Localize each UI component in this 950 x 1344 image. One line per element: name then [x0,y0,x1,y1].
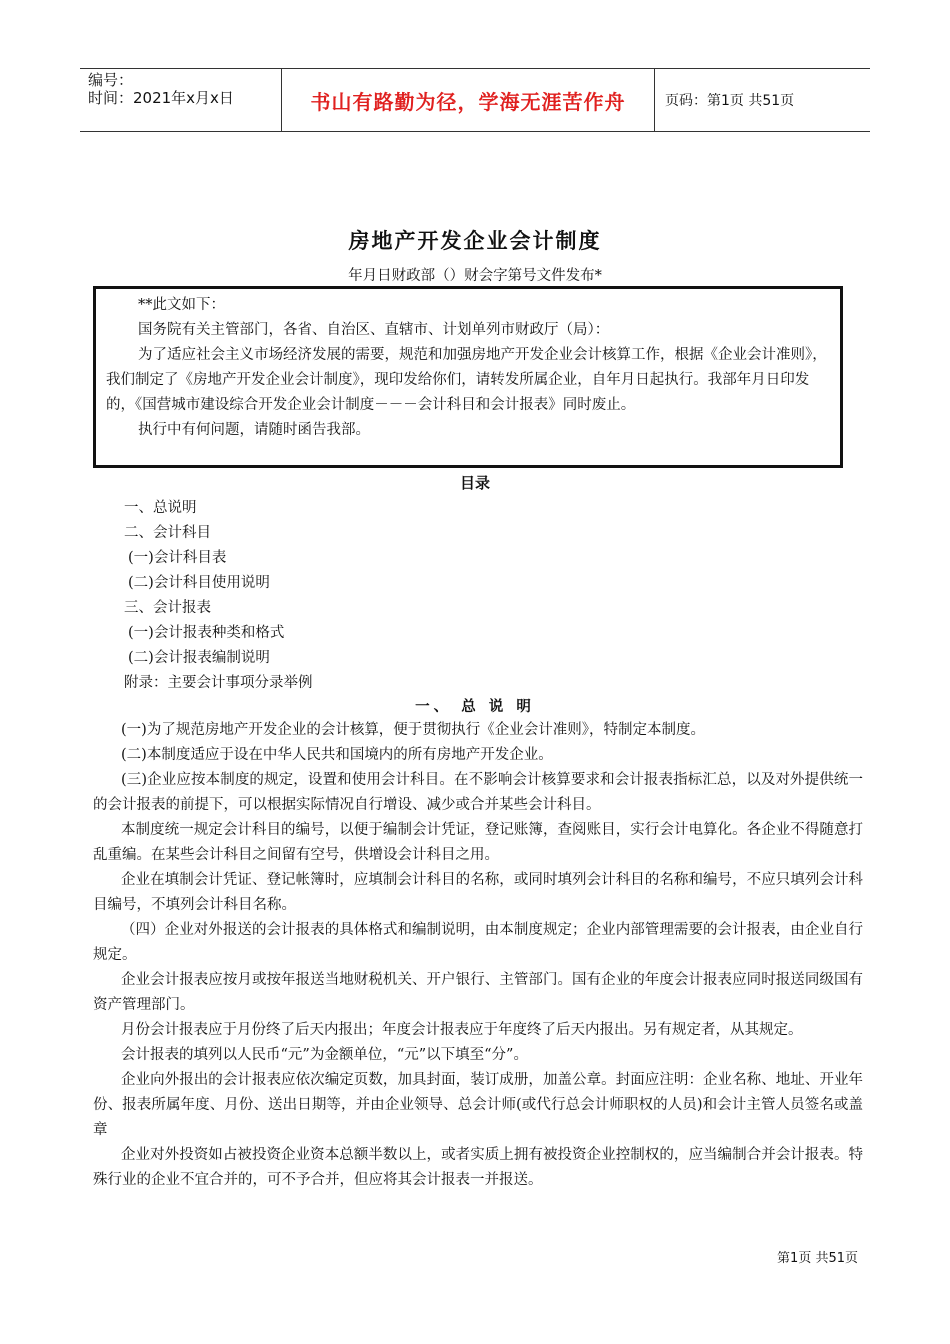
toc-item: (二)会计报表编制说明 [128,650,270,666]
body-paragraph: (三)企业应按本制度的规定，设置和使用会计科目。在不影响会计核算要求和会计报表指标汇总，以及对外提供统一的会计报表的前提下，可以根据实际情况自行增设、减少或合并某些会计科目。 [93,772,863,813]
header-page-label: 页码：第1页 共51页 [665,93,795,109]
notice-line: **此文如下： [138,297,225,313]
notice-line: 执行中有何问题，请随时函告我部。 [138,422,370,438]
page-footer: 第1页 共51页 [777,1251,858,1266]
toc-item: 二、会计科目 [124,525,211,541]
toc-item: 一、总说明 [124,500,197,516]
body-paragraph: 企业对外投资如占被投资企业资本总额半数以上，或者实质上拥有被投资企业控制权的，应当编制合并会计报表。特殊行业的企业不宜合并的，可不予合并，但应将其会计报表一并报送。 [93,1147,863,1188]
date-label: 时间：2021年x月x日 [88,89,234,107]
toc-item: (二)会计科目使用说明 [128,575,270,591]
body-paragraph: 月份会计报表应于月份终了后天内报出；年度会计报表应于年度终了后天内报出。另有规定者，从其规定。 [121,1022,803,1038]
document-title: 房地产开发企业会计制度 [348,228,602,253]
notice-line: 国务院有关主管部门，各省、自治区、直辖市、计划单列市财政厅（局）： [138,322,610,338]
toc-item: (一)会计报表种类和格式 [128,625,285,641]
toc-item: 三、会计报表 [124,600,211,616]
body-paragraph: 企业会计报表应按月或按年报送当地财税机关、开户银行、主管部门。国有企业的年度会计报表应同时报送同级国有资产管理部门。 [93,972,863,1013]
body-paragraph: 本制度统一规定会计科目的编号，以便于编制会计凭证，登记账簿，查阅账目，实行会计电算化。各企业不得随意打乱重编。在某些会计科目之间留有空号，供增设会计科目之用。 [93,822,863,863]
section-body [93,718,863,1193]
body-paragraph: （四）企业对外报送的会计报表的具体格式和编制说明，由本制度规定；企业内部管理需要的会计报表，由企业自行规定。 [93,922,863,963]
header-meta [80,69,282,131]
notice-line: 为了适应社会主义市场经济发展的需要，规范和加强房地产开发企业会计核算工作，根据《企业会计准则》，我们制定了《房地产开发企业会计制度》，现印发给你们，请转发所属企业，自年月日起执行。我部年月日印发的，《国营城市建设综合开发企业会计制度－－－会计科目和会计报表》同时废止。 [106,347,827,413]
body-paragraph: 会计报表的填列以人民币“元”为金额单位，“元”以下填至“分”。 [121,1047,528,1063]
document-subtitle: 年月日财政部（）财会字第号文件发布* [348,268,602,284]
body-paragraph: (二)本制度适应于设在中华人民共和国境内的所有房地产开发企业。 [121,747,553,763]
notice-box [93,286,843,468]
number-label: 编号： [88,71,134,89]
body-paragraph: 企业向外报出的会计报表应依次编定页数，加具封面，装订成册，加盖公章。封面应注明：企业名称、地址、开业年份、报表所属年度、月份、送出日期等，并由企业领导、总会计师(或代行总会计师职权的人员)和会计主管人员签名或盖章 [93,1072,863,1138]
toc-item: 附录：主要会计事项分录举例 [124,675,313,691]
body-paragraph: (一)为了规范房地产开发企业的会计核算，便于贯彻执行《企业会计准则》，特制定本制度。 [121,722,706,738]
section-title: 一、 总 说 明 [415,699,535,715]
body-paragraph: 企业在填制会计凭证、登记帐簿时，应填制会计科目的名称，或同时填列会计科目的名称和编号，不应只填列会计科目编号，不填列会计科目名称。 [93,872,863,913]
table-of-contents [124,496,313,696]
toc-item: (一)会计科目表 [128,550,227,566]
page-header [80,68,870,132]
header-motto: 书山有路勤为径，学海无涯苦作舟 [282,69,655,131]
toc-title: 目录 [459,474,490,492]
